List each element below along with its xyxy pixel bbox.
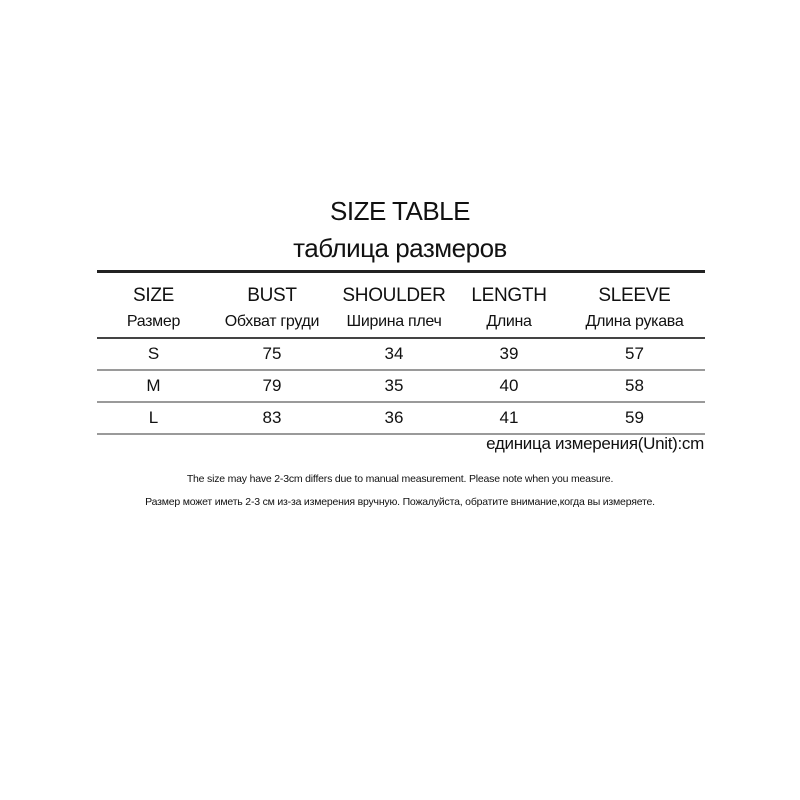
column-header-size: SIZE	[97, 272, 210, 308]
measurement-note-en: The size may have 2-3cm differs due to manual measurement. Please note when you measure.	[186, 473, 614, 485]
cell-sleeve: 57	[564, 338, 705, 370]
header-row-ru	[97, 307, 705, 338]
cell-shoulder: 35	[334, 370, 454, 402]
column-header-bust: BUST	[210, 272, 334, 308]
cell-length: 40	[454, 370, 564, 402]
column-header-shoulder-ru: Ширина плеч	[334, 307, 454, 338]
cell-size: L	[97, 402, 210, 434]
cell-shoulder: 34	[334, 338, 454, 370]
cell-shoulder: 36	[334, 402, 454, 434]
header-row-en	[97, 272, 705, 308]
cell-size: M	[97, 370, 210, 402]
column-header-size-ru: Размер	[97, 307, 210, 338]
column-header-sleeve: SLEEVE	[564, 272, 705, 308]
table-header	[97, 272, 705, 339]
cell-size: S	[97, 338, 210, 370]
column-header-length-ru: Длина	[454, 307, 564, 338]
table-row	[97, 370, 705, 402]
table-row	[97, 402, 705, 434]
cell-sleeve: 58	[564, 370, 705, 402]
table-body	[97, 338, 705, 434]
column-header-sleeve-ru: Длина рукава	[564, 307, 705, 338]
size-table	[97, 270, 705, 435]
table-row	[97, 338, 705, 370]
measurement-note-ru: Размер может иметь 2-3 см из-за измерения вручную. Пожалуйста, обратите внимание,когда вы измеряете.	[145, 496, 655, 508]
page-title: SIZE TABLE	[330, 196, 470, 226]
cell-length: 39	[454, 338, 564, 370]
column-header-bust-ru: Обхват груди	[210, 307, 334, 338]
cell-bust: 79	[210, 370, 334, 402]
column-header-shoulder: SHOULDER	[334, 272, 454, 308]
cell-length: 41	[454, 402, 564, 434]
unit-note: единица измерения(Unit):cm	[486, 434, 704, 453]
cell-bust: 83	[210, 402, 334, 434]
column-header-length: LENGTH	[454, 272, 564, 308]
page-subtitle: таблица размеров	[293, 233, 507, 263]
cell-bust: 75	[210, 338, 334, 370]
cell-sleeve: 59	[564, 402, 705, 434]
